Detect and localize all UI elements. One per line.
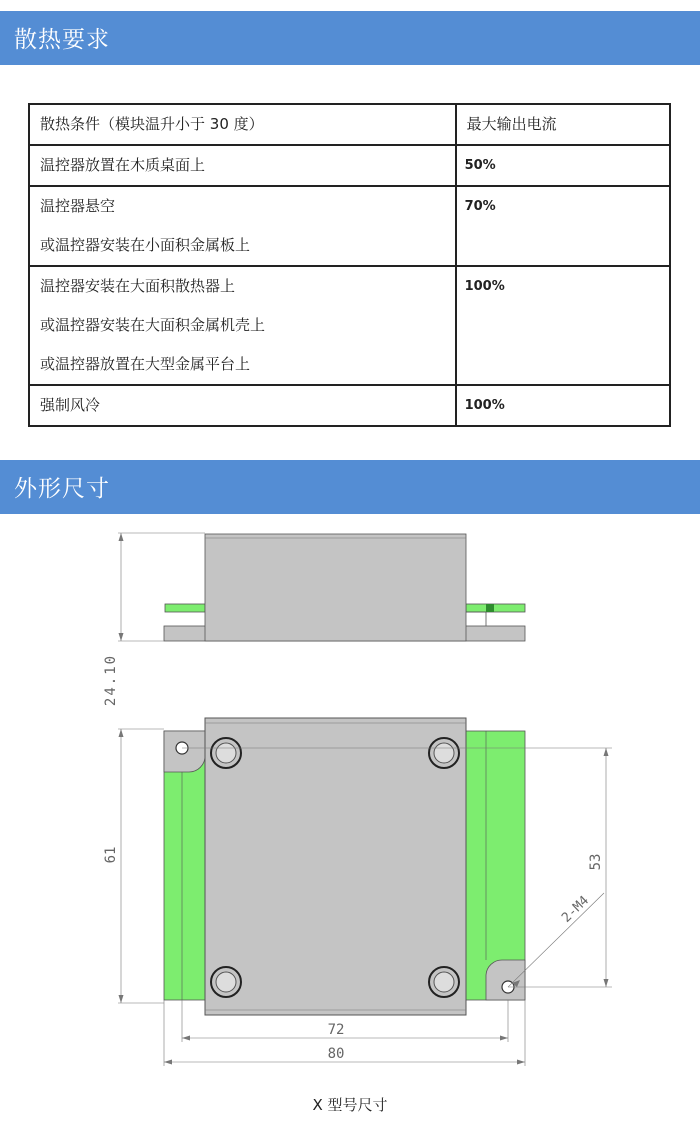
condition-cell xyxy=(29,186,456,266)
table-row xyxy=(29,145,670,186)
header-condition-text: 散热条件（模块温升小于 30 度） xyxy=(40,115,264,133)
current-value: 70% xyxy=(464,199,496,214)
screw-bottom-left xyxy=(211,967,241,997)
table-row xyxy=(29,385,670,426)
current-cell xyxy=(456,186,670,266)
condition-line: 温控器安装在大面积散热器上 xyxy=(40,277,236,295)
screw-top-left xyxy=(211,738,241,768)
current-value: 50% xyxy=(464,158,496,173)
current-cell xyxy=(456,266,670,385)
dimension-section-title: 外形尺寸 xyxy=(14,476,110,502)
cooling-section-title: 散热要求 xyxy=(14,27,110,53)
condition-line: 或温控器安装在小面积金属板上 xyxy=(40,236,251,254)
drawing-caption: X 型号尺寸 xyxy=(312,1096,388,1114)
condition-cell xyxy=(29,145,456,186)
condition-line: 强制风冷 xyxy=(40,396,101,414)
side-flange-right-dark xyxy=(486,604,494,612)
current-value: 100% xyxy=(464,279,505,294)
condition-line: 温控器悬空 xyxy=(40,197,116,215)
condition-cell xyxy=(29,266,456,385)
table-header-condition xyxy=(29,104,456,145)
top-view xyxy=(164,718,525,1015)
screw-top-right xyxy=(429,738,459,768)
side-body xyxy=(205,534,466,641)
table-header-row xyxy=(29,104,670,145)
dim-hole-spec-label: 2-M4 xyxy=(559,893,593,926)
side-dim-arrow-bottom xyxy=(119,633,124,641)
table-row xyxy=(29,186,670,266)
cooling-table xyxy=(28,103,671,427)
side-view xyxy=(103,533,525,706)
current-cell xyxy=(456,145,670,186)
top-body xyxy=(205,718,466,1015)
dim-depth-label: 61 xyxy=(103,846,119,864)
cooling-section-header xyxy=(0,11,700,65)
side-flange-right xyxy=(466,604,525,612)
current-value: 100% xyxy=(464,398,505,413)
table-header-current xyxy=(456,104,670,145)
condition-line: 或温控器放置在大型金属平台上 xyxy=(40,355,251,373)
condition-line: 或温控器安装在大面积金属机壳上 xyxy=(40,316,266,334)
dim-height-label: 24.10 xyxy=(103,653,119,707)
header-current-text: 最大输出电流 xyxy=(466,115,557,133)
dim-width-label: 80 xyxy=(327,1046,345,1062)
side-dim-arrow-top xyxy=(119,533,124,541)
dim-hole-horizontal-label: 72 xyxy=(327,1022,345,1038)
corner-pad-bottom-right xyxy=(486,960,525,1000)
screw-bottom-right xyxy=(429,967,459,997)
side-flange-left xyxy=(165,604,205,612)
current-cell xyxy=(456,385,670,426)
table-row xyxy=(29,266,670,385)
dim-hole-vertical-label: 53 xyxy=(588,853,604,871)
condition-line: 温控器放置在木质桌面上 xyxy=(40,156,206,174)
dimension-section-header xyxy=(0,460,700,514)
dimension-drawing xyxy=(95,526,625,1071)
side-step-right xyxy=(466,612,486,626)
condition-cell xyxy=(29,385,456,426)
